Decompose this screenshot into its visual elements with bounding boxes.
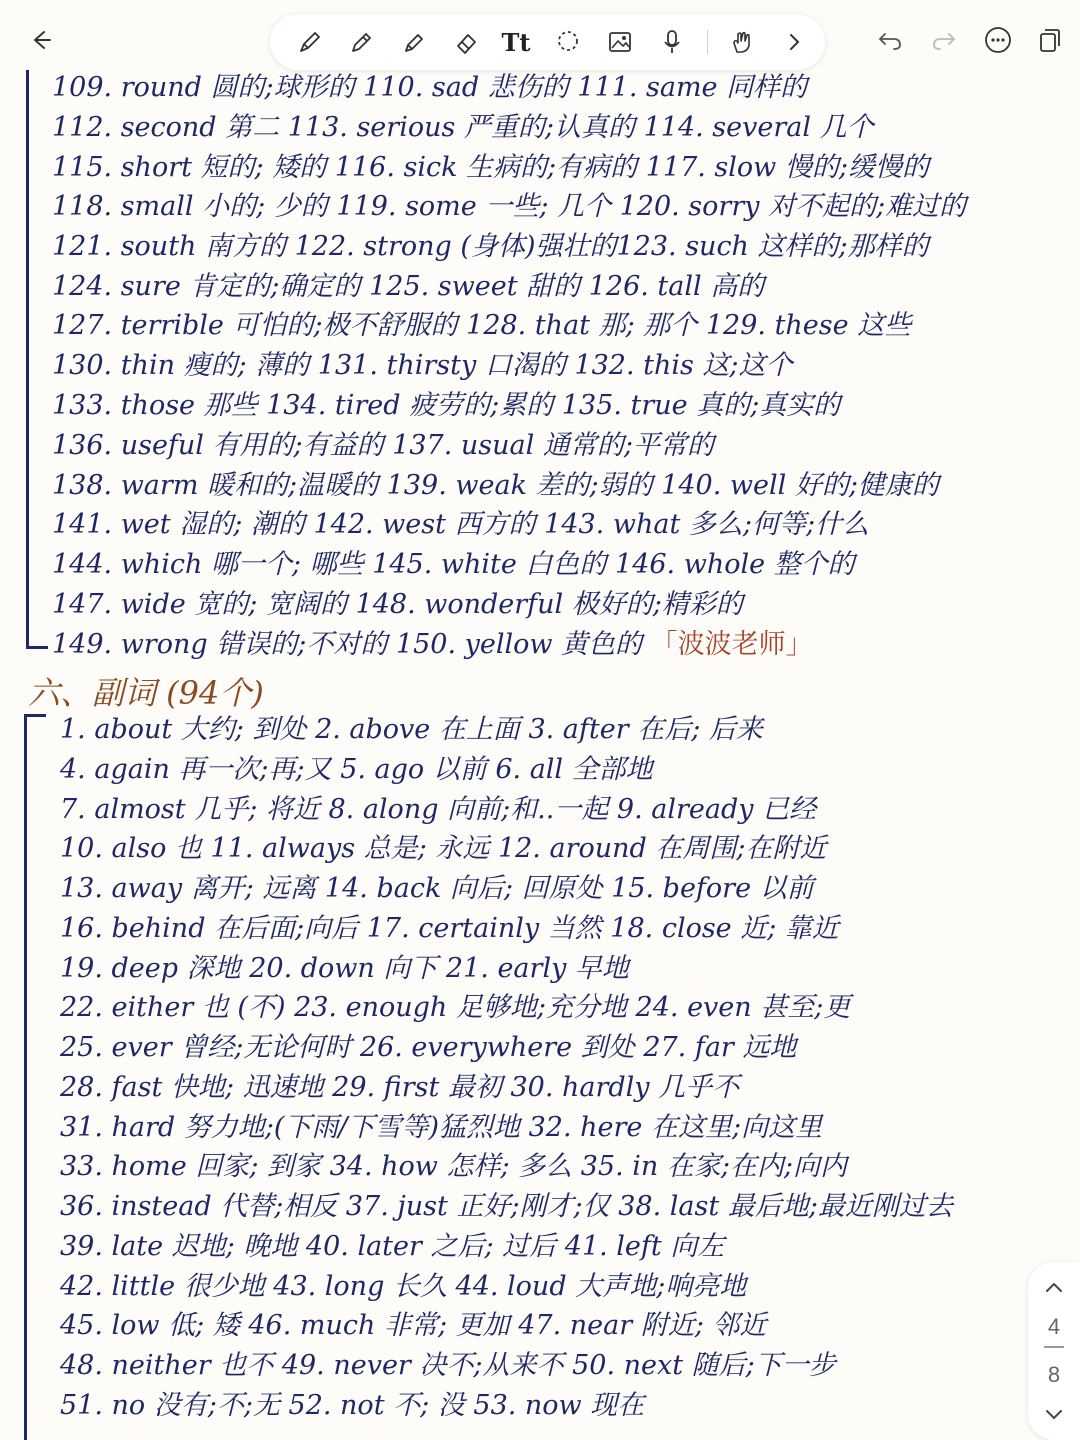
current-page: 4 xyxy=(1047,1314,1061,1339)
adjectives-bracket xyxy=(26,70,29,648)
adverb-row: 25. ever 曾经;无论何时 26. everywhere 到处 27. far 远地 xyxy=(60,1032,797,1063)
chevron-down-icon[interactable] xyxy=(1039,1400,1069,1430)
adjective-row: 133. those 那些 134. tired 疲劳的;累的 135. true 真的;真实的 xyxy=(52,390,841,421)
text-tool-label: Tt xyxy=(501,27,531,57)
adverb-row: 31. hard 努力地;(下雨/下雪等)猛烈地 32. here 在这里;向这里 xyxy=(60,1112,823,1143)
pencil-icon[interactable] xyxy=(344,24,380,60)
adjective-row: 136. useful 有用的;有益的 137. usual 通常的;平常的 xyxy=(52,430,714,461)
image-icon[interactable] xyxy=(602,24,638,60)
adverbs-bracket xyxy=(24,714,27,1440)
text-tool-icon[interactable] xyxy=(498,24,534,60)
adjective-row: 141. wet 湿的; 潮的 142. west 西方的 143. what 多么;何等;什么 xyxy=(52,509,870,540)
adjective-row: 112. second 第二 113. serious 严重的;认真的 114. several 几个 xyxy=(52,112,874,143)
lasso-icon[interactable] xyxy=(550,24,586,60)
adverb-row: 48. neither 也不 49. never 决不;从来不 50. next 随后;下一步 xyxy=(60,1350,836,1381)
adverb-row: 7. almost 几乎; 将近 8. along 向前;和..一起 9. already 已经 xyxy=(60,794,817,825)
adverb-row: 1. about 大约; 到处 2. above 在上面 3. after 在后; 后来 xyxy=(60,714,763,745)
pages-icon[interactable] xyxy=(1032,22,1068,58)
adverb-row: 42. little 很少地 43. long 长久 44. loud 大声地;响亮地 xyxy=(60,1271,747,1302)
adverb-row: 19. deep 深地 20. down 向下 21. early 早地 xyxy=(60,953,629,984)
adjective-row: 127. terrible 可怕的;极不舒服的 128. that 那; 那个 129. these 这些 xyxy=(52,310,912,341)
adjective-row: 118. small 小的; 少的 119. some 一些; 几个 120. sorry 对不起的;难过的 xyxy=(52,191,967,222)
drawing-toolbar xyxy=(270,14,825,70)
touch-hand-icon[interactable] xyxy=(724,24,760,60)
adjective-row: 121. south 南方的 122. strong (身体)强壮的123. such 这样的;那样的 xyxy=(52,231,929,262)
undo-icon[interactable] xyxy=(872,22,908,58)
adjectives-bracket-end xyxy=(26,646,48,649)
back-icon[interactable] xyxy=(22,22,58,58)
total-pages: 8 xyxy=(1047,1362,1061,1387)
adjective-row-last xyxy=(52,627,813,663)
adverb-row: 16. behind 在后面;向后 17. certainly 当然 18. close 近; 靠近 xyxy=(60,913,839,944)
adverb-row: 36. instead 代替;相反 37. just 正好;刚才;仅 38. last 最后地;最近刚过去 xyxy=(60,1191,953,1222)
adverb-row: 33. home 回家; 到家 34. how 怎样; 多么 35. in 在家;在内;向内 xyxy=(60,1151,848,1182)
adverb-row: 39. late 迟地; 晚地 40. later 之后; 过后 41. left 向左 xyxy=(60,1231,725,1262)
section-title: 六、副词 (94个) xyxy=(28,674,264,712)
adverb-row: 51. no 没有;不;无 52. not 不; 没 53. now 现在 xyxy=(60,1390,645,1421)
adverb-row: 13. away 离开; 远离 14. back 向后; 回原处 15. before 以前 xyxy=(60,873,814,904)
adverb-row: 4. again 再一次;再;又 5. ago 以前 6. all 全部地 xyxy=(60,754,653,785)
adjective-row: 144. which 哪一个; 哪些 145. white 白色的 146. whole 整个的 xyxy=(52,549,855,580)
adjective-row: 115. short 短的; 矮的 116. sick 生病的;有病的 117. slow 慢的;缓慢的 xyxy=(52,152,929,183)
teacher-tag: 「波波老师」 xyxy=(650,629,813,660)
more-icon[interactable] xyxy=(980,22,1016,58)
page-divider xyxy=(1044,1346,1064,1348)
top-toolbar xyxy=(0,0,1080,80)
eraser-icon[interactable] xyxy=(448,24,484,60)
adjective-row: 109. round 圆的;球形的 110. sad 悲伤的 111. same 同样的 xyxy=(52,72,808,103)
adverb-row: 22. either 也 (不) 23. enough 足够地;充分地 24. even 甚至;更 xyxy=(60,992,851,1023)
adjective-row: 138. warm 暖和的;温暖的 139. weak 差的;弱的 140. well 好的;健康的 xyxy=(52,470,939,501)
handwritten-note xyxy=(0,70,1080,1440)
toolbar-divider xyxy=(707,30,708,54)
adverbs-bracket-start xyxy=(24,714,46,717)
pen-icon[interactable] xyxy=(292,24,328,60)
adverb-row: 10. also 也 11. always 总是; 永远 12. around 在周围;在附近 xyxy=(60,833,827,864)
adverb-row: 45. low 低; 矮 46. much 非常; 更加 47. near 附近; 邻近 xyxy=(60,1310,767,1341)
microphone-icon[interactable] xyxy=(654,24,690,60)
chevron-right-icon[interactable] xyxy=(776,24,812,60)
page-navigator xyxy=(1028,1262,1080,1440)
redo-icon[interactable] xyxy=(926,22,962,58)
adverb-row: 28. fast 快地; 迅速地 29. first 最初 30. hardly 几乎不 xyxy=(60,1072,740,1103)
highlighter-icon[interactable] xyxy=(396,24,432,60)
adjective-row: 124. sure 肯定的;确定的 125. sweet 甜的 126. tall 高的 xyxy=(52,271,765,302)
adjective-row-text: 149. wrong 错误的;不对的 150. yellow 黄色的 xyxy=(52,629,651,660)
adjective-row: 130. thin 瘦的; 薄的 131. thirsty 口渴的 132. this 这;这个 xyxy=(52,350,793,381)
adjective-row: 147. wide 宽的; 宽阔的 148. wonderful 极好的;精彩的 xyxy=(52,589,743,620)
chevron-up-icon[interactable] xyxy=(1039,1272,1069,1302)
